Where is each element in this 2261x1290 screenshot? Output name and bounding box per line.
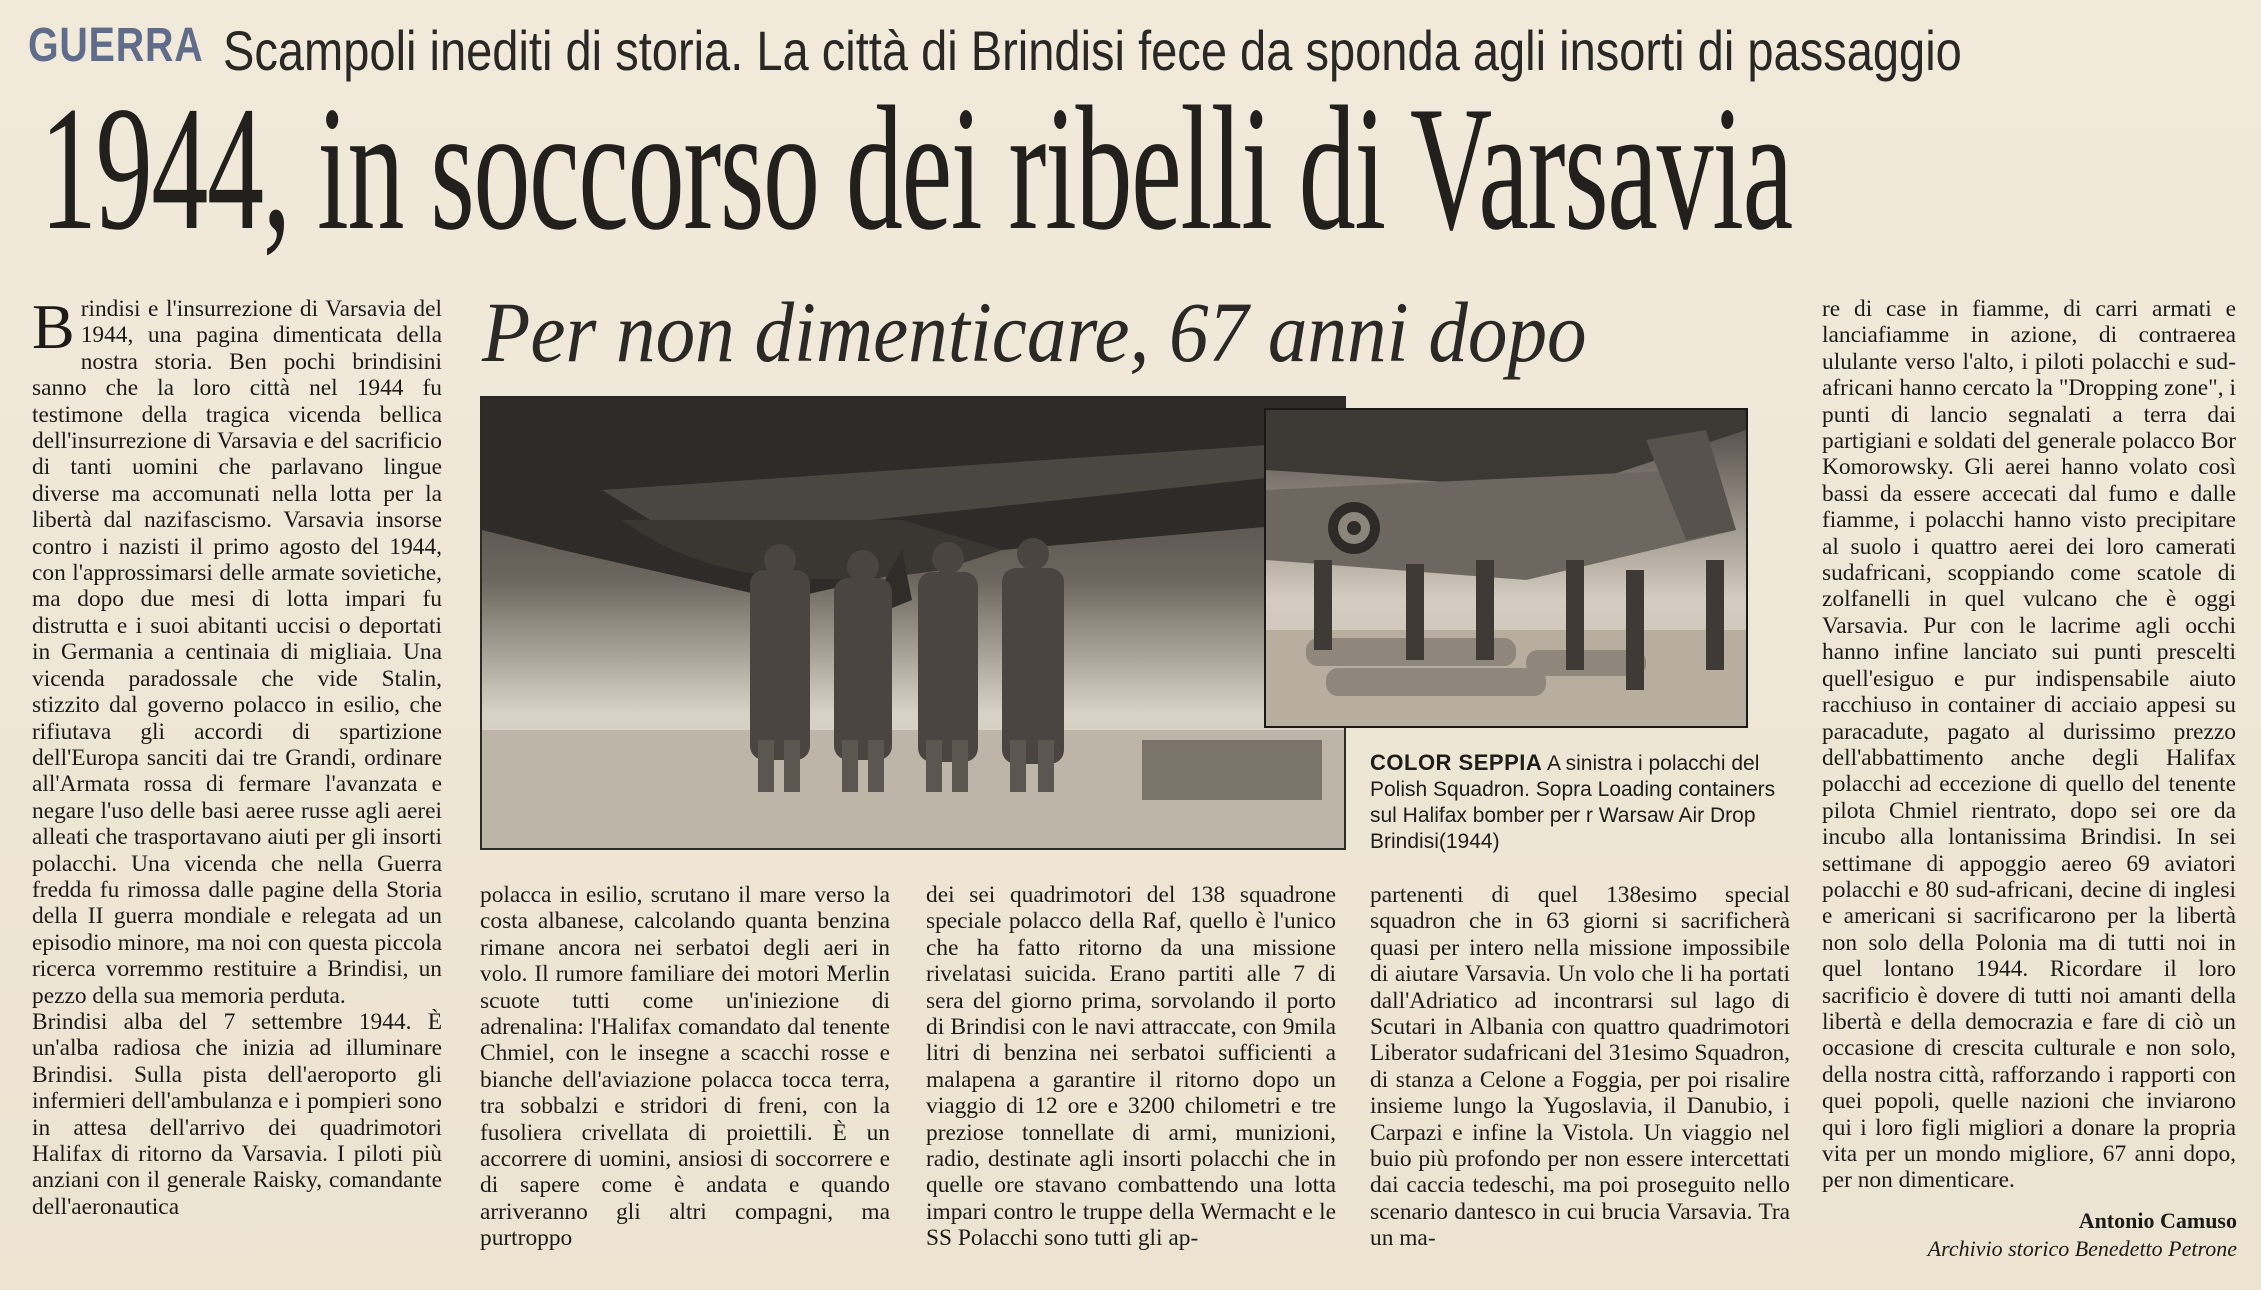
photo-containers-illustration <box>1266 410 1746 726</box>
col3-text: dei sei quadrimotori del 138 squadrone speciale polacco della Raf, quello è l'unico che ha fatto ritorno da una missione rivelatasi suicida. Erano partiti alle 7 di sera del giorno prima, sorvolando il porto di Brindisi con le navi attraccate, con 9mila litri di benzina nei serbatoi sufficienti a malapena a garantire il ritorno dopo un viaggio di 12 ore e 3200 chilometri e tre preziose tonnellate di armi, munizioni, radio, destinate agli insorti polacchi che in quelle ore stavano combattendo una lotta impari contro le truppe della Wermacht e le SS Polacchi sono tutti gli ap- <box>926 882 1336 1252</box>
photo-polish-airmen <box>480 398 1346 850</box>
author-name: Antonio Camuso <box>2078 1208 2237 1233</box>
col1-paragraph-1: rindisi e l'insurrezione di Varsavia del 1944, una pagina dimenticata della nostra storia. Ben pochi brindisini sanno che la loro città nel 1944 fu testimone della tragica vicenda bellica dell'insurrezione di Varsavia e del sacrificio di tanti uomini che parlavano lingue diverse ma accomunati nella lotta per la libertà dal nazifascismo. Varsavia insorse contro i nazisti il primo agosto del 1944, con l'approssimarsi delle armate sovietiche, ma dopo due mesi di lotta impari fu distrutta e i suoi abitanti uccisi o deportati in Germania a centinaia di migliaia. Una vicenda paradossale che vide Stalin, stizzito dal governo polacco in esilio, che rifiutava gli accordi di spartizione dell'Europa sanciti dai tre Grandi, ordinare all'Armata rossa di fermare l'avanzata e negare l'uso delle basi aeree russe agli aerei alleati che trasportavano aiuti per gli insorti polacchi. Una vicenda che nella Guerra fredda fu rimossa dalle pagine della Storia della II guerra mondiale e relegata ad un episodio minore, ma noi con questa piccola ricerca vorremmo restituire a Brindisi, un pezzo della sua memoria perduta. <box>32 296 442 1009</box>
drop-cap: B <box>32 296 75 362</box>
col5-text: re di case in fiamme, di carri armati e lanciafiamme in azione, di contraerea ululante verso l'alto, i piloti polacchi e sud-africani hanno cercato la "Dropping zone", i punti di lancio segnalati a terra dai partigiani e soldati del generale polacco Bor Komorowsky. Gli aerei hanno volato così bassi da essere accecati dal fumo e dalle fiamme, i polacchi hanno visto precipitare al suolo i quattro aerei dei loro camerati sudafricani, scoppiando come scatole di zolfanelli in quel vulcano che è oggi Varsavia. Pur con le lacrime agli occhi hanno infine lanciato sui punti prescelti quell'esiguo e pur indispensabile aiuto racchiuso in container di acciaio appesi su paracadute, pagato al durissimo prezzo dell'abbattimento anche degli Halifax polacchi ad eccezione di quello del tenente pilota Chmiel rientrato, dopo sei ore da incubo alla lontanissima Brindisi. In sei settimane di appoggio aereo 69 aviatori polacchi e 80 sud-africani, decine di inglesi e americani si sacrificarono per la libertà non solo della Polonia ma di tutti noi in quel lontano 1944. Ricordare il loro sacrificio è dovere di tutti noi amanti della libertà e della democrazia e fare di ciò un occasione di crescita culturale e non solo, della nostra città, rafforzando i rapporti con quei popoli, quelle nazioni che inviarono qui i loro figli migliori a donare la propria vita per un mondo migliore, 67 anni dopo, per non dimenticare. <box>1822 296 2236 1194</box>
col4-text: partenenti di quel 138esimo special squadron che in 63 giorni si sacrificherà quasi per intero nella missione impossibile di aiutare Varsavia. Un volo che li ha portati dall'Adriatico ad incontrarsi sul lago di Scutari in Albania con quattro quadrimotori Liberator sudafricani del 31esimo Squadron, di stanza a Celone a Foggia, per poi risalire insieme lungo la Yugoslavia, il Danubio, i Carpazi e infine la Vistola. Un viaggio nel buio più profondo per non essere intercettati dai caccia tedeschi, ma poi proseguito nello scenario dantesco in cui brucia Varsavia. Tra un ma- <box>1370 882 1790 1252</box>
caption-text: A sinistra i polacchi del Polish Squadron. Sopra Loading containers sul Halifax bomber per r Warsaw Air Drop Brindisi(1944) <box>1370 752 1776 853</box>
column-1 <box>32 296 442 1286</box>
author-archive: Archivio storico Benedetto Petrone <box>1927 1236 2237 1261</box>
kicker-text: Scampoli inediti di storia. La città di Brindisi fece da sponda agli insorti di passaggio <box>223 19 1962 82</box>
photo-airmen-illustration <box>482 400 1344 848</box>
column-3 <box>926 882 1336 1282</box>
section-tag: GUERRA <box>28 19 204 72</box>
photo-caption <box>1370 750 1790 855</box>
caption-label: COLOR SEPPIA <box>1370 750 1543 775</box>
column-4 <box>1370 882 1790 1282</box>
column-2 <box>480 882 890 1282</box>
headline: 1944, in soccorso dei ribelli di Varsavia <box>40 69 1792 267</box>
column-5 <box>1822 296 2236 1236</box>
col1-paragraph-2: Brindisi alba del 7 settembre 1944. È un'alba radiosa che inizia ad illuminare Brindisi. Sulla pista dell'aeroporto gli infermieri dell'ambulanza e i pompieri sono in attesa dell'arrivo dei quadrimotori Halifax di ritorno da Varsavia. I piloti più anziani con il generale Raisky, comandante dell'aeronautica <box>32 1008 442 1220</box>
col2-text: polacca in esilio, scrutano il mare verso la costa albanese, calcolando quanta benzina rimane ancora nei serbatoi degli aeri in volo. Il rumore familiare dei motori Merlin scuote tutti come un'iniezione di adrenalina: l'Halifax comandato dal tenente Chmiel, con le insegne a scacchi rosse e bianche dell'aviazione polacca tocca terra, tra sobbalzi e stridori di freni, con la fusoliera crivellata di proiettili. È un accorrere di uomini, ansiosi di soccorrere e di sapere come è andata e quando arriveranno gli altri compagni, ma purtroppo <box>480 882 890 1252</box>
subhead: Per non dimenticare, 67 anni dopo <box>482 284 1587 380</box>
photo-loading-containers <box>1264 408 1748 728</box>
